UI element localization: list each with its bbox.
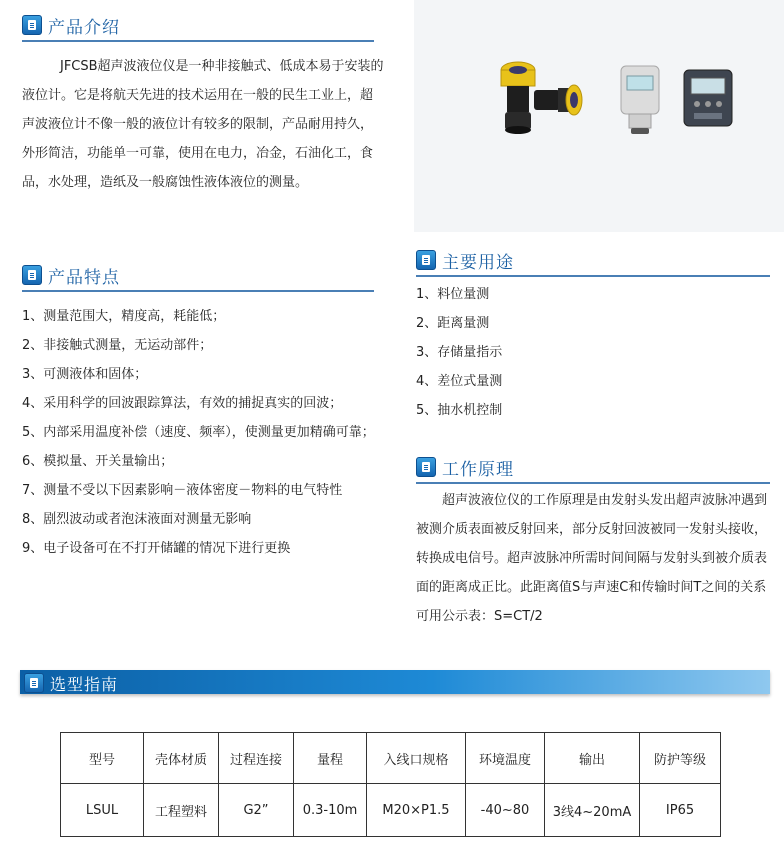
features-heading (22, 262, 120, 288)
list-item: 2、距离量测 (416, 316, 490, 331)
white-meter-image (621, 66, 659, 134)
list-item: 2、非接触式测量，无运动部件； (22, 338, 213, 353)
list-item: 1、料位量测 (416, 287, 490, 302)
header-cell: 防护等级 (640, 733, 721, 784)
yellow-sensor-image (501, 62, 535, 134)
features-list (22, 302, 375, 563)
principle-heading (416, 454, 514, 480)
uses-list (416, 280, 502, 425)
controller-box-image (684, 70, 732, 126)
list-item: 5、内部采用温度补偿（速度、频率），使测量更加精确可靠； (22, 425, 375, 440)
uses-title: 主要用途 (442, 252, 514, 273)
document-icon (24, 673, 44, 693)
uses-heading (416, 247, 514, 273)
uses-divider (416, 275, 770, 277)
header-cell: 量程 (294, 733, 367, 784)
principle-title: 工作原理 (442, 459, 514, 480)
list-item: 3、可测液体和固体； (22, 367, 148, 382)
selection-title: 选型指南 (50, 675, 119, 694)
table-cell: LSUL (61, 784, 144, 837)
list-item: 3、存储量指示 (416, 345, 503, 360)
selection-banner (20, 670, 770, 694)
features-divider (22, 290, 374, 292)
selection-table (60, 732, 721, 837)
header-cell: 壳体材质 (144, 733, 219, 784)
list-item: 4、采用科学的回波跟踪算法，有效的捕捉真实的回波； (22, 396, 343, 411)
header-cell: 环境温度 (466, 733, 545, 784)
table-cell: 3线4~20mA (545, 784, 640, 837)
table-row (61, 784, 721, 837)
table-header-row (61, 733, 721, 784)
table-cell: 0.3-10m (294, 784, 367, 837)
document-icon (416, 457, 436, 477)
document-icon (22, 15, 42, 35)
intro-paragraph: JFCSB超声波液位仪是一种非接触式、低成本易于安装的液位计。它是将航天先进的技术运用在一般的民生工业上，超声波液位计不像一般的液位计有较多的限制，产品耐用持久，外形简洁，功能单一可靠，使用在电力，冶金，石油化工，食品，水处理，造纸及一般腐蚀性液体液位的测量。 (22, 59, 384, 190)
header-cell: 过程连接 (219, 733, 294, 784)
list-item: 9、电子设备可在不打开储罐的情况下进行更换 (22, 541, 291, 556)
list-item: 5、抽水机控制 (416, 403, 503, 418)
black-sensor-image (534, 85, 582, 115)
intro-title: 产品介绍 (48, 17, 120, 38)
intro-heading (22, 12, 120, 38)
list-item: 6、模拟量、开关量输出； (22, 454, 174, 469)
header-cell: 入线口规格 (367, 733, 466, 784)
list-item: 7、测量不受以下因素影响－液体密度－物料的电气特性 (22, 483, 343, 498)
intro-divider (22, 40, 374, 42)
table-cell: IP65 (640, 784, 721, 837)
document-icon (416, 250, 436, 270)
list-item: 1、测量范围大，精度高，耗能低； (22, 309, 226, 324)
table-cell: -40~80 (466, 784, 545, 837)
product-photo-panel (414, 0, 784, 232)
document-icon (22, 265, 42, 285)
principle-divider (416, 482, 770, 484)
product-photo (414, 0, 784, 232)
header-cell: 型号 (61, 733, 144, 784)
table-cell: G2” (219, 784, 294, 837)
features-title: 产品特点 (48, 267, 120, 288)
table-cell: M20×P1.5 (367, 784, 466, 837)
table-cell: 工程塑料 (144, 784, 219, 837)
list-item: 4、差位式量测 (416, 374, 503, 389)
header-cell: 输出 (545, 733, 640, 784)
list-item: 8、剧烈波动或者泡沫液面对测量无影响 (22, 512, 252, 527)
principle-paragraph: 超声波液位仪的工作原理是由发射头发出超声波脉冲遇到被测介质表面被反射回来，部分反射回波被同一发射头接收，转换成电信号。超声波脉冲所需时间间隔与发射头到被介质表面的距离成正比。此距离值S与声速C和传输时间T之间的关系可用公示表：S=CT/2 (416, 493, 768, 624)
